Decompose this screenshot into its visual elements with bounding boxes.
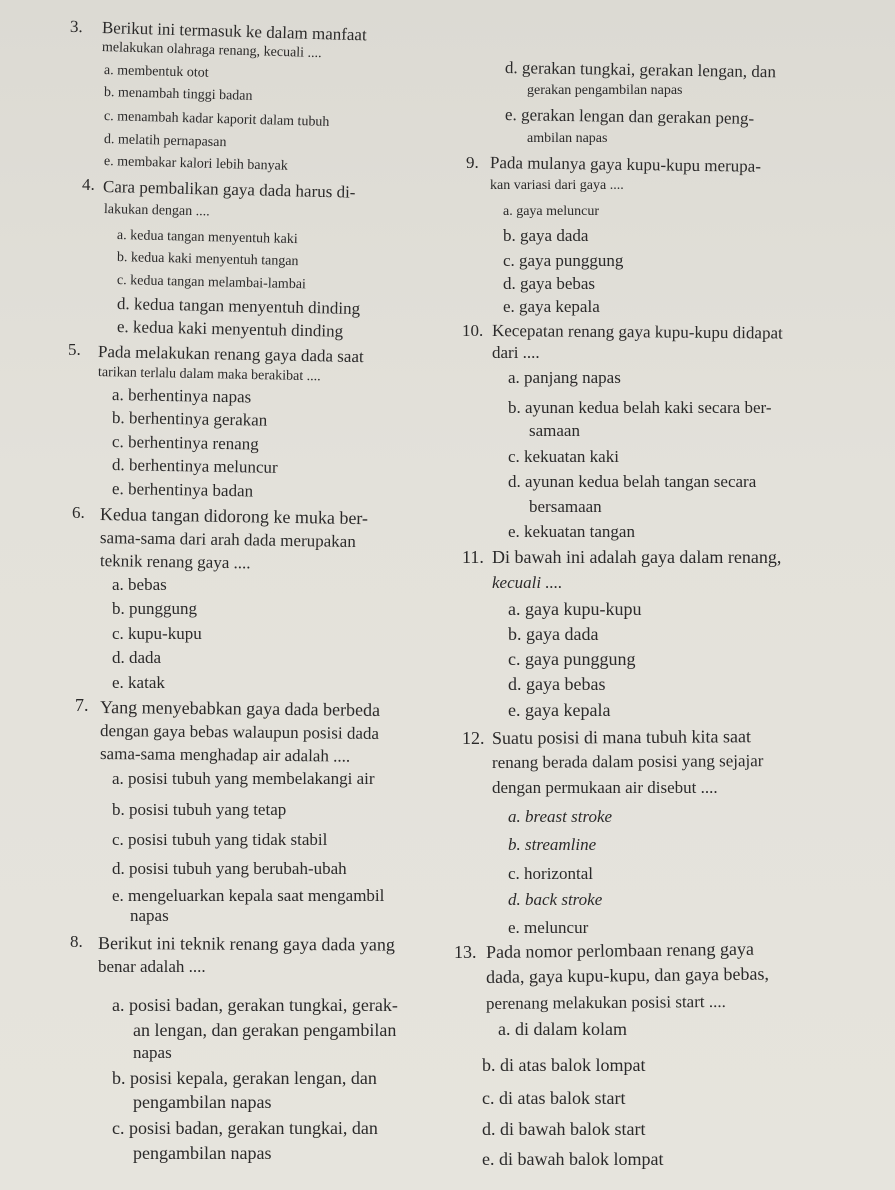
question-8-option-a: a. posisi badan, gerakan tungkai, gerak- xyxy=(112,995,398,1015)
question-6-option-c: c. kupu-kupu xyxy=(112,624,202,643)
question-7-line-2: dengan gaya bebas walaupun posisi dada xyxy=(99,721,380,743)
question-6-line-3: teknik renang gaya .... xyxy=(99,551,251,573)
question-13-number: 13. xyxy=(454,942,477,962)
question-12-line-1: Suatu posisi di mana tubuh kita saat xyxy=(491,726,752,748)
question-11-option-c: c. gaya punggung xyxy=(508,649,636,669)
question-12-option-c: c. horizontal xyxy=(508,864,593,883)
question-9-option-b: b. gaya dada xyxy=(503,226,589,245)
question-4-option-b: b. kedua kaki menyentuh tangan xyxy=(116,250,299,270)
question-11-option-d: d. gaya bebas xyxy=(508,674,606,694)
question-7-option-a: a. posisi tubuh yang membelakangi air xyxy=(112,769,375,788)
question-8-option-c: c. posisi badan, gerakan tungkai, dan xyxy=(112,1118,378,1138)
question-6-line-1: Kedua tangan didorong ke muka ber- xyxy=(99,504,369,529)
question-4-option-d: d. kedua tangan menyentuh dinding xyxy=(116,294,361,319)
question-3-line-1: Berikut ini termasuk ke dalam manfaat xyxy=(101,18,367,45)
question-7-option-e-continued: napas xyxy=(130,906,169,925)
question-13-option-e: e. di bawah balok lompat xyxy=(482,1149,664,1169)
question-8-line-2: benar adalah .... xyxy=(98,957,206,976)
question-8-option-d-continued: gerakan pengambilan napas xyxy=(527,83,683,98)
question-3-number: 3. xyxy=(69,16,84,37)
question-5-option-d: d. berhentinya meluncur xyxy=(111,455,278,477)
question-10-option-d-continued: bersamaan xyxy=(529,497,602,516)
question-3-option-e: e. membakar kalori lebih banyak xyxy=(103,154,289,174)
question-12-number: 12. xyxy=(462,728,485,748)
question-10-line-2: dari .... xyxy=(492,343,540,362)
question-3-option-d: d. melatih pernapasan xyxy=(103,132,227,151)
question-5-option-e: e. berhentinya badan xyxy=(111,479,254,501)
question-4-line-2: lakukan dengan .... xyxy=(103,202,210,220)
question-5-option-b: b. berhentinya gerakan xyxy=(111,408,268,430)
question-13-line-3: perenang melakukan posisi start .... xyxy=(485,991,726,1013)
question-9-option-a: a. gaya meluncur xyxy=(503,204,600,219)
question-11-line-2: kecuali .... xyxy=(492,573,563,592)
question-8-line-1: Berikut ini teknik renang gaya dada yang xyxy=(97,933,395,955)
question-11-line-1: Di bawah ini adalah gaya dalam renang, xyxy=(492,547,782,567)
question-9-number: 9. xyxy=(466,153,479,172)
question-6-option-d: d. dada xyxy=(112,648,162,667)
question-11-option-a: a. gaya kupu-kupu xyxy=(508,599,642,619)
question-5-number: 5. xyxy=(68,340,81,359)
question-6-number: 6. xyxy=(72,503,85,522)
question-4-number: 4. xyxy=(82,175,95,194)
question-12-option-d: d. back stroke xyxy=(508,890,603,909)
question-4-option-c: c. kedua tangan melambai-lambai xyxy=(116,273,307,293)
question-9-line-2: kan variasi dari gaya .... xyxy=(490,178,624,193)
question-11-number: 11. xyxy=(462,547,484,567)
question-12-line-2: renang berada dalam posisi yang sejajar xyxy=(491,751,764,772)
question-11-option-b: b. gaya dada xyxy=(508,624,599,644)
question-8-option-b-continued: pengambilan napas xyxy=(133,1092,272,1112)
question-10-option-b: b. ayunan kedua belah kaki secara ber- xyxy=(508,398,772,417)
question-13-option-d: d. di bawah balok start xyxy=(482,1119,646,1139)
question-5-option-a: a. berhentinya napas xyxy=(111,385,252,407)
question-4-option-e: e. kedua kaki menyentuh dinding xyxy=(116,317,344,341)
question-3-line-2: melakukan olahraga renang, kecuali .... xyxy=(101,40,322,62)
question-10-option-d: d. ayunan kedua belah tangan secara xyxy=(508,472,757,491)
question-13-option-b: b. di atas balok lompat xyxy=(482,1055,646,1075)
question-8-number: 8. xyxy=(70,932,83,951)
question-8-option-a-continued-2: napas xyxy=(133,1043,172,1062)
question-6-option-b: b. punggung xyxy=(112,599,197,618)
question-6-option-a: a. bebas xyxy=(112,575,167,594)
question-10-option-e: e. kekuatan tangan xyxy=(508,522,635,541)
question-10-number: 10. xyxy=(462,321,484,340)
question-13-line-2: dada, gaya kupu-kupu, dan gaya bebas, xyxy=(485,963,770,987)
question-7-option-c: c. posisi tubuh yang tidak stabil xyxy=(112,830,328,849)
question-10-option-c: c. kekuatan kaki xyxy=(508,447,619,466)
question-7-line-3: sama-sama menghadap air adalah .... xyxy=(99,744,351,766)
question-10-line-1: Kecepatan renang gaya kupu-kupu didapat xyxy=(491,321,783,343)
question-6-option-e: e. katak xyxy=(112,673,165,692)
question-12-option-b: b. streamline xyxy=(508,835,597,854)
question-8-option-a-continued-1: an lengan, dan gerakan pengambilan xyxy=(133,1020,397,1040)
question-13-line-1: Pada nomor perlombaan renang gaya xyxy=(485,938,755,962)
question-10-option-a: a. panjang napas xyxy=(508,368,621,387)
question-4-option-a: a. kedua tangan menyentuh kaki xyxy=(116,228,298,248)
question-3-option-b: b. menambah tinggi badan xyxy=(103,85,253,104)
question-5-option-c: c. berhentinya renang xyxy=(111,432,259,454)
question-13-option-c: c. di atas balok start xyxy=(482,1088,626,1108)
question-3-option-c: c. menambah kadar kaporit dalam tubuh xyxy=(103,109,330,130)
question-7-option-d: d. posisi tubuh yang berubah-ubah xyxy=(112,859,347,878)
question-8-option-d: d. gerakan tungkai, gerakan lengan, dan xyxy=(504,58,777,82)
question-7-line-1: Yang menyebabkan gaya dada berbeda xyxy=(99,697,381,720)
question-8-option-e: e. gerakan lengan dan gerakan peng- xyxy=(504,105,755,128)
question-9-option-c: c. gaya punggung xyxy=(503,251,624,270)
question-10-option-b-continued: samaan xyxy=(529,421,580,440)
question-5-line-1: Pada melakukan renang gaya dada saat xyxy=(97,342,364,367)
question-8-option-b: b. posisi kepala, gerakan lengan, dan xyxy=(112,1068,377,1088)
question-9-option-e: e. gaya kepala xyxy=(503,297,600,316)
question-7-number: 7. xyxy=(75,695,89,715)
question-6-line-2: sama-sama dari arah dada merupakan xyxy=(99,528,356,552)
question-7-option-b: b. posisi tubuh yang tetap xyxy=(112,800,287,819)
question-3-option-a: a. membentuk otot xyxy=(103,63,209,81)
question-9-line-1: Pada mulanya gaya kupu-kupu merupa- xyxy=(489,153,762,176)
question-4-line-1: Cara pembalikan gaya dada harus di- xyxy=(102,177,356,202)
question-8-option-e-continued: ambilan napas xyxy=(527,131,608,146)
question-7-option-e: e. mengeluarkan kepala saat mengambil xyxy=(112,886,385,905)
question-13-option-a: a. di dalam kolam xyxy=(498,1019,627,1039)
question-9-option-d: d. gaya bebas xyxy=(503,274,596,293)
question-11-option-e: e. gaya kepala xyxy=(508,700,611,720)
question-12-line-3: dengan permukaan air disebut .... xyxy=(492,778,718,797)
question-12-option-e: e. meluncur xyxy=(508,918,589,937)
question-8-option-c-continued: pengambilan napas xyxy=(133,1143,272,1163)
question-5-line-2: tarikan terlalu dalam maka berakibat .... xyxy=(97,365,321,385)
question-12-option-a: a. breast stroke xyxy=(508,807,613,826)
